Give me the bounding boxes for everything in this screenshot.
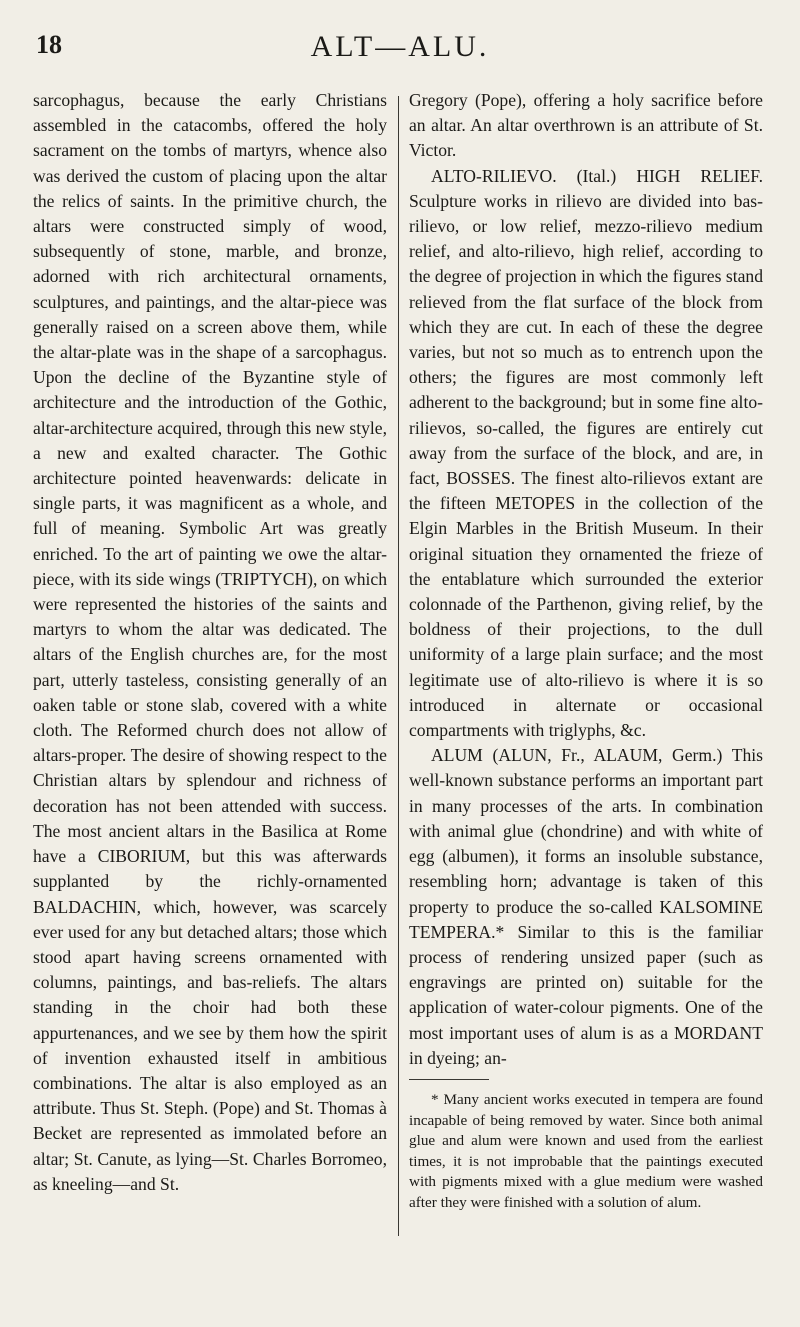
column-divider — [398, 96, 399, 1236]
page-header — [36, 30, 764, 70]
left-column-text: sarcophagus, because the early Christians assembled in the catacombs, offered the holy sacrament on the tombs of martyrs, whence also was derived the custom of placing upon the altar the relics of saints. In the primitive church, the altars were constructed simply of wood, subsequently of stone, marble, and bronze, adorned with rich architectural ornaments, sculptures, and paintings, and the altar-piece was generally raised on a screen above them, while the altar-plate was in the shape of a sarcophagus. Upon the decline of the Byzantine style of architecture and the introduction of the Gothic, altar-architecture acquired, through this new style, a new and exalted character. The Gothic architecture pointed heavenwards: delicate in single parts, it was magnificent as a whole, and full of meaning. Symbolic Art was greatly enriched. To the art of painting we owe the altar-piece, with its side wings (TRIPTYCH), on which were represented the histories of the saints and martyrs to whom the altar was dedicated. The altars of the English churches are, for the most part, utterly tasteless, consisting generally of an oaken table or stone slab, covered with a white cloth. The Reformed church does not allow of altars-proper. The desire of showing respect to the Christian altars by splendour and richness of decoration has not been attended with success. The most ancient altars in the Basilica at Rome have a CIBORIUM, but this was afterwards supplanted by the richly-ornamented BALDACHIN, which, however, was scarcely ever used for any but detached altars; those which stood apart having screens ornamented with columns, paintings, and bas-reliefs. The altars standing in the choir had both these appurtenances, and we see by them how the spirit of invention exhausted itself in ambitious combinations. The altar is also employed as an attribute. Thus St. Steph. (Pope) and St. Thomas à Becket are represented as immolated before an altar; St. Canute, as lying—St. Charles Borromeo, as kneeling—and St. — [33, 90, 387, 1194]
running-head: ALT—ALU. — [310, 30, 490, 63]
footnote-rule — [409, 1079, 489, 1080]
gregory-paragraph: Gregory (Pope), offering a holy sacrifice before an altar. An altar overthrown is an attribute of St. Victor. — [409, 90, 763, 161]
footnote: * Many ancient works executed in tempera are found incapable of being removed by water. Since both animal glue and alum were known and used from the earliest times, it is not improbable that the paintings executed with pigments mixed with a glue medium were washed after they were finished with a solution of alum. — [409, 1090, 763, 1211]
right-column — [409, 88, 763, 1213]
page-number: 18 — [36, 30, 62, 59]
left-column — [33, 88, 387, 1197]
alum-entry: ALUM (ALUN, Fr., ALAUM, Germ.) This well-known substance performs an important part in many processes of the arts. In combination with animal glue (chondrine) and with white of egg (albumen), it forms an insoluble substance, resembling horn; advantage is taken of this property to produce the so-called KALSOMINE TEMPERA.* Similar to this is the familiar process of rendering unsized paper (such as engravings are printed on) suitable for the application of water-colour pigments. One of the most important uses of alum is as a MORDANT in dyeing; an- — [409, 745, 763, 1068]
alto-rilievo-entry: ALTO-RILIEVO. (Ital.) HIGH RELIEF. Sculpture works in rilievo are divided into bas-rilievo, or low relief, mezzo-rilievo medium relief, and alto-rilievo, high relief, according to the degree of projection in which the figures stand relieved from the flat surface of the block from which they are cut. In each of these the degree varies, but not so much as to entrench upon the others; the figures are most commonly left adherent to the background; but in some fine alto-rilievos, so-called, the figures are entirely cut away from the surface of the block, and are, in fact, BOSSES. The finest alto-rilievos extant are the fifteen METOPES in the collection of the Elgin Marbles in the British Museum. In their original situation they ornamented the frieze of the entablature which surrounded the exterior colonnade of the Parthenon, giving relief, by the boldness of their projections, to the dull uniformity of a large plain surface; and the most legitimate use of alto-rilievo is where it is so introduced in alternate or occasional compartments with triglyphs, &c. — [409, 165, 763, 741]
